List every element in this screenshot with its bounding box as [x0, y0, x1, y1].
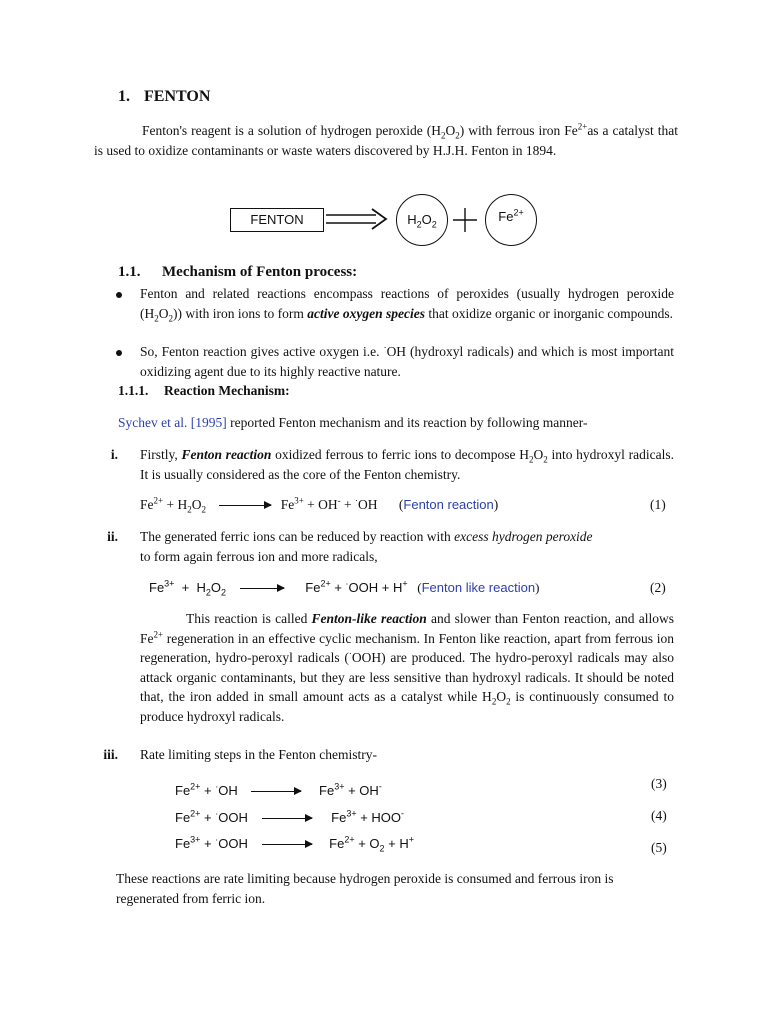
equation-5: $Fe^{3+} + ^\cdot OOH$ $Fe^{2+} + O_2 + H^+$ [175, 834, 415, 854]
bullet-item: Fenton and related reactions encompass reactions of peroxides (usually hydrogen peroxide $(H_2O_2)$) with iron ions to form active oxygen species that oxidize organic or inorganic compounds. [140, 286, 674, 324]
plus-icon [452, 207, 478, 233]
bullet-item: So, Fenton reaction gives active oxygen i.e. ·OH (hydroxyl radicals) and which is most important oxidizing agent due to its highly reactive nature. [140, 342, 674, 379]
h2o2-circle: $H_2O_2$ [396, 194, 448, 246]
fe2-circle: $Fe^{2+}$ [485, 194, 537, 246]
intro-paragraph: Fenton's reagent is a solution of hydrogen peroxide $(H_2O_2)$ with ferrous iron $Fe^{2+}as$ a catalyst that is used to oxidize contaminants or waste waters discovered by H.J.H. Fenton in 1894. [94, 121, 678, 158]
arrow-icon [240, 588, 284, 589]
equation-number: (5) [651, 840, 667, 855]
citation-link[interactable]: Sychev et al. [1995] [118, 415, 227, 430]
equation-number: (1) [650, 497, 666, 512]
list-marker: ii. [107, 529, 118, 544]
equation-note: Fenton like reaction [421, 580, 536, 595]
list-marker: iii. [103, 747, 118, 762]
double-arrow-icon [324, 206, 390, 232]
arrow-icon [219, 505, 271, 506]
subsubsection-heading: 1.1.1. Reaction Mechanism: [118, 383, 290, 398]
equation-4: $Fe^{2+} + ^\cdot OOH$ $Fe^{3+} + HOO^-$ [175, 808, 405, 825]
equation-number: (2) [650, 580, 666, 595]
bullet-icon [116, 292, 122, 298]
list-item: Rate limiting steps in the Fenton chemistry- [140, 747, 377, 762]
bullet-icon [116, 350, 122, 356]
equation-number: (3) [651, 776, 667, 791]
list-item: Firstly, Fenton reaction oxidized ferrous to ferric ions to decompose $H_2O_2$ into hydroxyl radicals. It is usually considered as the core of the Fenton chemistry. [140, 447, 674, 482]
fenton-box: FENTON [230, 208, 324, 232]
equation-3: $Fe^{2+} + ^\cdot OH$ $Fe^{3+} + OH^-$ [175, 781, 382, 798]
equation-2: $Fe^{3+} + H_2O_2$ $Fe^{2+} + ^\cdot OOH + H^+$ (Fenton like reaction) [149, 578, 540, 598]
heading-number: 1. [118, 88, 130, 105]
arrow-icon [262, 818, 312, 819]
arrow-icon [251, 791, 301, 792]
arrow-icon [262, 844, 312, 845]
subsection-heading: 1.1. Mechanism of Fenton process: [118, 264, 358, 280]
list-item: The generated ferric ions can be reduced by reaction with excess hydrogen peroxide to form again ferrous ion and more radicals, [140, 529, 593, 564]
equation-note: Fenton reaction [403, 497, 494, 512]
fenton-like-paragraph: This reaction is called Fenton-like reaction and slower than Fenton reaction, and allows $Fe^{2+}$ regeneration in an effective cyclic mechanism. In Fenton like reaction, apart from ferrous ion regeneration, hydro-peroxyl radicals (·OOH) are produced. The hydro-peroxyl radicals may also attack organic contaminants, but they are less sensitive than hydroxyl radicals. It should be noted that, the iron added in small amount acts as a catalyst while $H_2O_2$ is continuously consumed to produce hydroxyl radicals. [140, 611, 674, 724]
citation-line: Sychev et al. [1995] reported Fenton mechanism and its reaction by following manner- [118, 415, 588, 430]
heading-title: FENTON [144, 88, 211, 105]
section-heading [118, 86, 210, 108]
list-marker: i. [110, 447, 118, 462]
equation-number: (4) [651, 808, 667, 823]
equation-1: $Fe^{2+} + H_2O_2$ $Fe^{3+} + OH^- + ^\cdot OH$ (Fenton reaction) [140, 495, 499, 515]
closing-paragraph: These reactions are rate limiting because hydrogen peroxide is consumed and ferrous iron is regenerated from ferric ion. [116, 871, 614, 906]
